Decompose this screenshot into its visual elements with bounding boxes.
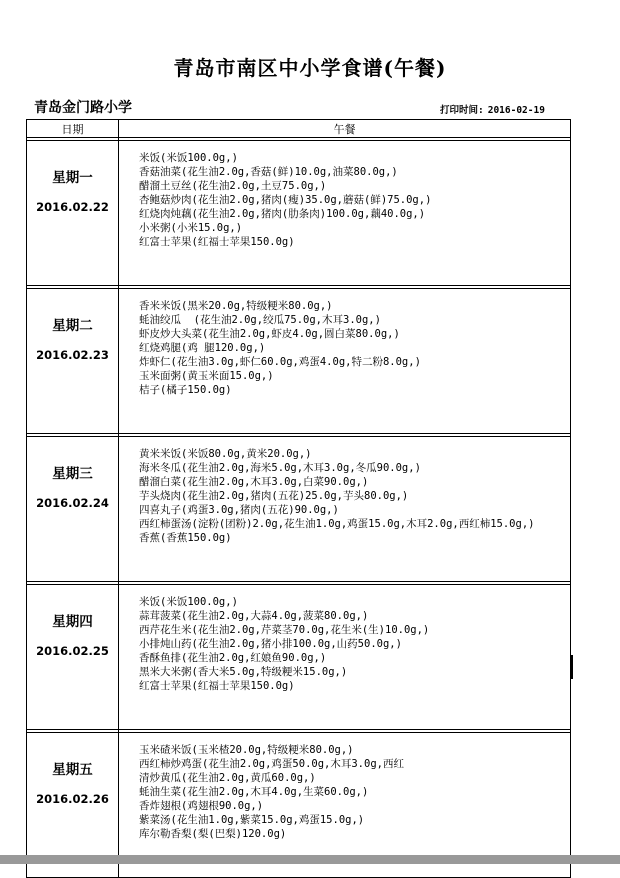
meal-item: 香酥鱼排(花生油2.0g,红娘鱼90.0g,) <box>139 652 327 664</box>
meal-item: 西红柿蛋汤(淀粉(团粉)2.0g,花生油1.0g,鸡蛋15.0g,木耳2.0g,西红柿15.0g,) <box>139 518 535 530</box>
meal-item: 红烧肉炖藕(花生油2.0g,猪肉(肋条肉)100.0g,藕40.0g,) <box>139 208 426 220</box>
meal-item: 米饭(米饭100.0g,) <box>139 596 238 608</box>
day-cell <box>27 585 119 730</box>
meal-item: 蚝油生菜(花生油2.0g,木耳4.0g,生菜60.0g,) <box>139 786 369 798</box>
meal-cell <box>119 141 571 286</box>
table-row <box>27 289 571 434</box>
date: 2016.02.23 <box>36 348 109 362</box>
meal-item: 小米粥(小米15.0g,) <box>139 222 243 234</box>
meal-item: 紫菜汤(花生油1.0g,紫菜15.0g,鸡蛋15.0g,) <box>139 814 365 826</box>
meal-item: 米饭(米饭100.0g,) <box>139 152 238 164</box>
meal-item: 蚝油绞瓜 (花生油2.0g,绞瓜75.0g,木耳3.0g,) <box>139 314 381 326</box>
meal-item: 黄米米饭(米饭80.0g,黄米20.0g,) <box>139 448 312 460</box>
table-row <box>27 141 571 286</box>
meal-item: 红富士苹果(红福士苹果150.0g) <box>139 236 295 248</box>
page-title: 青岛市南区中小学食谱(午餐) <box>173 56 447 80</box>
meal-item: 香菇油菜(花生油2.0g,香菇(鲜)10.0g,油菜80.0g,) <box>139 166 398 178</box>
weekday: 星期四 <box>52 614 93 630</box>
weekday: 星期五 <box>52 762 93 778</box>
meal-item: 醋溜土豆丝(花生油2.0g,土豆75.0g,) <box>139 180 327 192</box>
meal-item: 玉米碴米饭(玉米楂20.0g,特级粳米80.0g,) <box>139 744 354 756</box>
print-date-label: 打印时间: <box>440 105 484 116</box>
meal-item: 小排炖山药(花生油2.0g,猪小排100.0g,山药50.0g,) <box>139 638 402 650</box>
table-header-row <box>27 120 571 138</box>
print-date-row <box>440 102 545 116</box>
meal-item: 玉米面粥(黄玉米面15.0g,) <box>139 370 274 382</box>
header-lunch: 午餐 <box>119 120 571 138</box>
date: 2016.02.22 <box>36 200 109 214</box>
weekday: 星期三 <box>52 466 93 482</box>
meal-cell <box>119 289 571 434</box>
date: 2016.02.25 <box>36 644 109 658</box>
date: 2016.02.26 <box>36 792 109 806</box>
meal-cell <box>119 585 571 730</box>
print-date-value: 2016-02-19 <box>487 105 545 116</box>
date: 2016.02.24 <box>36 496 109 510</box>
meal-item: 黑米大米粥(香大米5.0g,特级粳米15.0g,) <box>139 666 348 678</box>
meal-item: 香蕉(香蕉150.0g) <box>139 532 232 544</box>
meal-item: 四喜丸子(鸡蛋3.0g,猪肉(五花)90.0g,) <box>139 504 339 516</box>
meal-item: 杏鲍菇炒肉(花生油2.0g,猪肉(瘦)35.0g,蘑菇(鲜)75.0g,) <box>139 194 432 206</box>
meal-item: 西芹花生米(花生油2.0g,芹菜茎70.0g,花生米(生)10.0g,) <box>139 624 430 636</box>
meal-item: 库尔勒香梨(梨(巴梨)120.0g) <box>139 828 287 840</box>
meal-item: 蒜茸菠菜(花生油2.0g,大蒜4.0g,菠菜80.0g,) <box>139 610 369 622</box>
meal-item: 红烧鸡腿(鸡 腿120.0g,) <box>139 342 266 354</box>
meal-item: 炸虾仁(花生油3.0g,虾仁60.0g,鸡蛋4.0g,特二粉8.0g,) <box>139 356 421 368</box>
day-cell <box>27 141 119 286</box>
page-bottom-bar <box>0 855 620 864</box>
meal-item: 香米米饭(黑米20.0g,特级粳米80.0g,) <box>139 300 333 312</box>
meal-item: 西红柿炒鸡蛋(花生油2.0g,鸡蛋50.0g,木耳3.0g,西红 <box>139 758 404 770</box>
day-cell <box>27 289 119 434</box>
meal-item: 虾皮炒大头菜(花生油2.0g,虾皮4.0g,圆白菜80.0g,) <box>139 328 400 340</box>
weekday: 星期一 <box>52 170 93 186</box>
meal-item: 红富士苹果(红福士苹果150.0g) <box>139 680 295 692</box>
table-row <box>27 437 571 582</box>
meal-item: 芋头烧肉(花生油2.0g,猪肉(五花)25.0g,芋头80.0g,) <box>139 490 409 502</box>
lunch-menu-table <box>26 119 571 878</box>
meal-item: 桔子(橘子150.0g) <box>139 384 232 396</box>
weekday: 星期二 <box>52 318 93 334</box>
table-edge-mark <box>571 655 573 679</box>
day-cell <box>27 437 119 582</box>
meal-item: 香炸翅根(鸡翅根90.0g,) <box>139 800 264 812</box>
header-date: 日期 <box>27 120 119 138</box>
meal-item: 海米冬瓜(花生油2.0g,海米5.0g,木耳3.0g,冬瓜90.0g,) <box>139 462 421 474</box>
school-name: 青岛金门路小学 <box>34 100 132 116</box>
meal-item: 清炒黄瓜(花生油2.0g,黄瓜60.0g,) <box>139 772 316 784</box>
table-row <box>27 585 571 730</box>
meal-cell <box>119 437 571 582</box>
meal-item: 醋溜白菜(花生油2.0g,木耳3.0g,白菜90.0g,) <box>139 476 369 488</box>
